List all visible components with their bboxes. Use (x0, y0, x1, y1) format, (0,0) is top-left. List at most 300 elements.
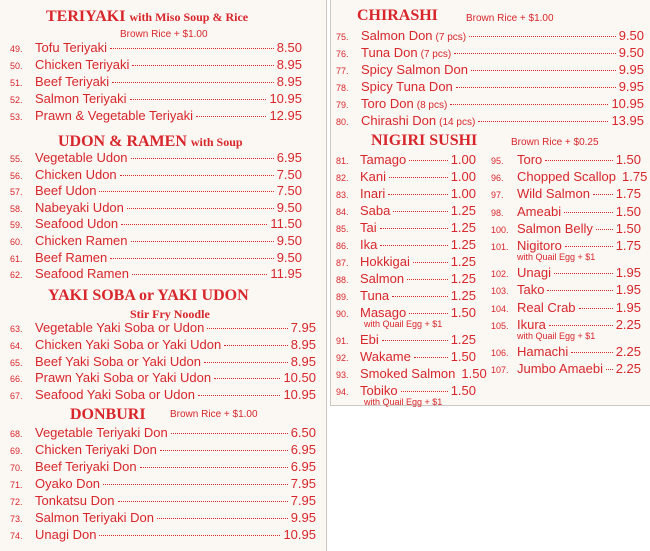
item-price: 1.50 (450, 305, 476, 320)
item-number: 65. (10, 357, 23, 368)
leader-dots (120, 175, 274, 176)
item-name: Vegetable Yaki Soba or Udon (35, 320, 205, 335)
menu-item-row (336, 349, 476, 366)
menu-item-row (10, 74, 302, 91)
item-price: 1.95 (615, 299, 641, 315)
leader-dots (469, 36, 616, 37)
leader-dots (132, 65, 273, 66)
item-name: Smoked Salmon (360, 366, 456, 381)
leader-dots (409, 160, 447, 161)
item-name: Chicken Yaki Soba or Yaki Udon (35, 336, 222, 352)
item-price: 10.95 (283, 527, 316, 542)
item-price: 10.50 (283, 370, 316, 386)
item-number: 71. (10, 480, 23, 490)
item-price: 10.95 (269, 91, 302, 106)
menu-item-row (336, 220, 476, 237)
leader-dots (393, 211, 447, 212)
item-number: 96. (491, 173, 504, 184)
item-name: Wakame (360, 349, 411, 364)
item-number: 78. (336, 83, 349, 93)
item-price: 9.95 (618, 79, 644, 94)
item-name: Salmon Teriyaki Don (35, 510, 154, 525)
menu-item-row (491, 169, 648, 186)
leader-dots (579, 308, 613, 309)
menu-item-row (10, 370, 316, 387)
item-number: 79. (336, 100, 349, 110)
item-number: 57. (10, 187, 23, 198)
leader-dots (382, 340, 448, 341)
right-menu-panel (330, 0, 650, 406)
item-name: Unagi (517, 265, 551, 281)
leader-dots (401, 391, 448, 392)
item-price: 13.95 (611, 113, 644, 128)
leader-dots (413, 262, 448, 263)
menu-item-row (336, 203, 476, 220)
item-price: 1.75 (615, 238, 641, 253)
leader-dots (103, 484, 288, 485)
item-price: 9.50 (276, 249, 302, 265)
menu-item-row (491, 282, 641, 299)
item-name: Ika (360, 237, 378, 252)
menu-item-row (10, 337, 316, 354)
item-name: Chicken Teriyaki (35, 57, 130, 72)
item-price: 12.95 (269, 108, 302, 123)
menu-item-row (10, 40, 302, 57)
item-name: Spicy Salmon Don (361, 62, 468, 77)
item-price: 8.50 (276, 40, 302, 55)
item-number: 93. (336, 370, 349, 380)
leader-dots (450, 104, 608, 105)
item-name: Ebi (360, 332, 379, 347)
menu-item-row (491, 265, 641, 282)
menu-item-row (336, 332, 476, 349)
item-name: Seafood Yaki Soba or Udon (35, 387, 195, 403)
menu-item-row (10, 266, 302, 283)
udon-subtitle: with Soup (190, 135, 243, 149)
item-name: Real Crab (517, 299, 576, 315)
menu-item-row (10, 387, 316, 404)
item-number: 88. (336, 275, 349, 285)
leader-dots (99, 535, 280, 536)
menu-item-row (10, 442, 316, 459)
nigiri-note: Brown Rice + $0.25 (511, 137, 599, 148)
leader-dots (549, 325, 613, 326)
item-price: 11.95 (270, 266, 302, 282)
yakisoba-heading (48, 287, 249, 305)
item-price: 9.50 (276, 233, 302, 248)
leader-dots (456, 87, 616, 88)
menu-item-row (336, 62, 644, 79)
item-name: Vegetable Teriyaki Don (35, 425, 168, 440)
leader-dots (132, 274, 267, 275)
menu-item-row (491, 300, 641, 317)
item-price: 1.95 (615, 265, 641, 281)
item-number: 87. (336, 258, 349, 268)
leader-dots (571, 352, 612, 353)
menu-item-row (10, 200, 302, 217)
menu-item-row (336, 271, 476, 288)
item-number: 91. (336, 336, 349, 346)
item-name: Jumbo Amaebi (517, 361, 603, 377)
item-number: 90. (336, 309, 349, 319)
udon-title: UDON & RAMEN (58, 133, 187, 150)
quail-egg-note: with Quail Egg + $1 (517, 331, 596, 341)
item-number: 56. (10, 170, 23, 181)
leader-dots (99, 191, 273, 192)
chirashi-title: CHIRASHI (357, 7, 438, 24)
menu-item-row (336, 288, 476, 305)
item-number: 86. (336, 241, 349, 251)
leader-dots (565, 246, 613, 247)
item-name: Salmon (360, 271, 405, 286)
leader-dots (110, 48, 274, 49)
item-price: 1.95 (615, 282, 641, 298)
item-number: 82. (336, 173, 349, 183)
item-price: 7.95 (290, 493, 316, 508)
item-number: 66. (10, 374, 23, 385)
item-number: 104. (491, 303, 509, 314)
leader-dots (224, 345, 287, 346)
menu-item-row (336, 254, 476, 271)
leader-dots (214, 378, 280, 379)
menu-item-row (336, 366, 487, 383)
item-price: 10.95 (283, 387, 316, 403)
item-name: Salmon Teriyaki (35, 91, 127, 106)
leader-dots (171, 433, 288, 434)
menu-item-row (336, 186, 476, 203)
leader-dots (606, 369, 613, 370)
item-price: 1.50 (615, 220, 641, 236)
item-number: 84. (336, 207, 349, 217)
menu-item-row (10, 167, 302, 184)
menu-item-row (491, 344, 641, 361)
item-name: Beef Teriyaki (35, 74, 110, 89)
menu-item-row (336, 96, 644, 114)
menu-item-row (491, 186, 641, 203)
leader-dots (547, 290, 612, 291)
leader-dots (196, 116, 266, 117)
item-number: 105. (491, 320, 509, 331)
nigiri-title: NIGIRI SUSHI (371, 132, 478, 149)
yakisoba-title: YAKI SOBA or YAKI UDON (48, 287, 249, 304)
item-number: 49. (10, 44, 23, 54)
leader-dots (112, 82, 274, 83)
leader-dots (414, 357, 448, 358)
item-name: Unagi Don (35, 527, 97, 542)
menu-item-row (10, 510, 316, 527)
item-number: 89. (336, 292, 349, 302)
item-name: Kani (360, 169, 387, 184)
item-name: Masago (360, 305, 407, 320)
leader-dots (388, 194, 447, 195)
item-price: 1.00 (450, 186, 476, 201)
menu-item-row (10, 493, 316, 510)
chirashi-heading (357, 7, 438, 25)
item-price: 8.95 (290, 353, 316, 369)
quail-egg-note: with Quail Egg + $1 (364, 397, 443, 407)
item-number: 55. (10, 154, 23, 164)
item-number: 60. (10, 237, 23, 247)
menu-item-row (10, 320, 316, 337)
item-name: Beef Yaki Soba or Yaki Udon (35, 353, 201, 369)
leader-dots (596, 229, 613, 230)
leader-dots (471, 70, 616, 71)
item-name: Tobiko (360, 383, 398, 398)
item-price: 7.95 (290, 476, 316, 491)
teriyaki-note: Brown Rice + $1.00 (120, 29, 208, 40)
leader-dots (131, 241, 274, 242)
menu-item-row (491, 361, 641, 378)
leader-dots (140, 467, 288, 468)
menu-item-row (10, 476, 316, 493)
donburi-title: DONBURI (70, 406, 146, 423)
item-number: 92. (336, 353, 349, 363)
item-name: Tonkatsu Don (35, 493, 115, 508)
item-number: 103. (491, 286, 509, 297)
item-price: 7.50 (276, 183, 302, 199)
item-price: 6.95 (290, 442, 316, 457)
item-price: 6.95 (276, 150, 302, 165)
item-name: Seafood Udon (35, 216, 119, 232)
leader-dots (204, 362, 288, 363)
leader-dots (564, 212, 613, 213)
teriyaki-title: TERIYAKI (46, 8, 126, 25)
item-price: 1.00 (450, 169, 476, 184)
item-number: 74. (10, 531, 23, 541)
menu-item-row (336, 237, 476, 254)
item-quantity: (7 pcs) (435, 32, 467, 43)
item-price: 2.25 (615, 361, 641, 377)
item-quantity: (7 pcs) (420, 49, 452, 60)
item-name: Nigitoro (517, 238, 562, 253)
menu-item-row (10, 57, 302, 74)
item-number: 72. (10, 497, 23, 507)
item-number: 53. (10, 112, 23, 122)
item-name: Tuna Don (361, 45, 418, 60)
item-name: Nabeyaki Udon (35, 199, 124, 215)
menu-item-row (10, 425, 316, 442)
item-name: Wild Salmon (517, 186, 590, 202)
menu-item-row (336, 79, 644, 96)
menu-item-row (10, 183, 302, 200)
item-price: 6.95 (290, 459, 316, 474)
item-price: 1.75 (615, 186, 641, 202)
item-price: 1.25 (450, 271, 476, 286)
item-name: Chicken Ramen (35, 233, 128, 248)
menu-item-row (336, 169, 476, 186)
yakisoba-subtitle: Stir Fry Noodle (130, 307, 210, 321)
teriyaki-heading (46, 8, 248, 26)
item-price: 8.95 (290, 336, 316, 352)
item-number: 61. (10, 253, 23, 264)
item-name: Beef Ramen (35, 249, 108, 265)
item-price: 9.50 (276, 199, 302, 215)
leader-dots (554, 273, 613, 274)
leader-dots (130, 99, 267, 100)
item-name: Tai (360, 220, 377, 235)
item-price: 7.95 (290, 320, 316, 335)
menu-item-row (491, 204, 641, 221)
item-name: Tako (517, 282, 545, 298)
item-number: 67. (10, 391, 23, 402)
leader-dots (454, 53, 616, 54)
item-price: 7.50 (276, 166, 302, 182)
menu-item-row (336, 45, 644, 63)
leader-dots (157, 518, 288, 519)
leader-dots (160, 450, 288, 451)
menu-item-row (10, 150, 302, 167)
item-number: 107. (491, 365, 509, 376)
leader-dots (207, 328, 287, 329)
teriyaki-subtitle: with Miso Soup & Rice (129, 10, 249, 24)
item-number: 62. (10, 270, 23, 281)
item-price: 9.50 (618, 28, 644, 43)
menu-item-row (10, 233, 302, 250)
item-price: 1.75 (622, 169, 648, 185)
item-number: 81. (336, 156, 349, 166)
item-name: Saba (360, 203, 391, 218)
item-name: Vegetable Udon (35, 150, 128, 165)
donburi-heading (70, 406, 146, 424)
item-name: Chopped Scallop (517, 169, 617, 185)
item-name: Chirashi Don (361, 113, 437, 128)
item-number: 51. (10, 78, 23, 88)
menu-item-row (491, 221, 641, 238)
item-number: 69. (10, 446, 23, 456)
item-number: 64. (10, 340, 23, 351)
item-name: Prawn & Vegetable Teriyaki (35, 108, 194, 123)
item-name: Chicken Udon (35, 166, 117, 182)
menu-item-row (10, 108, 302, 125)
item-name: Beef Udon (35, 183, 97, 199)
leader-dots (392, 296, 448, 297)
item-price: 1.50 (450, 349, 476, 364)
leader-dots (478, 121, 608, 122)
item-number: 97. (491, 190, 504, 201)
item-price: 1.25 (450, 237, 476, 252)
item-number: 76. (336, 49, 349, 59)
item-price: 9.95 (290, 510, 316, 525)
item-number: 68. (10, 429, 23, 439)
item-number: 106. (491, 348, 509, 358)
menu-item-row (336, 28, 644, 46)
leader-dots (131, 158, 274, 159)
menu-item-row (10, 216, 302, 233)
item-name: Hamachi (517, 344, 569, 359)
quail-egg-note: with Quail Egg + $1 (517, 252, 596, 263)
item-price: 2.25 (615, 344, 641, 359)
item-name: Inari (360, 186, 386, 201)
item-number: 100. (491, 224, 509, 235)
leader-dots (380, 245, 447, 246)
leader-dots (127, 208, 274, 209)
item-number: 50. (10, 61, 23, 71)
item-price: 1.50 (615, 203, 641, 219)
item-name: Oyako Don (35, 476, 101, 491)
item-name: Ikura (517, 316, 546, 332)
item-quantity: (8 pcs) (416, 100, 448, 111)
item-number: 58. (10, 203, 23, 214)
item-price: 1.25 (450, 220, 476, 235)
item-number: 80. (336, 117, 349, 127)
item-name: Seafood Ramen (35, 266, 129, 282)
item-number: 75. (336, 32, 349, 42)
leader-dots (110, 258, 273, 259)
menu-item-row (10, 250, 302, 267)
menu-item-row (10, 91, 302, 108)
chirashi-note: Brown Rice + $1.00 (466, 13, 554, 24)
item-price: 10.95 (611, 96, 644, 111)
item-name: Chicken Teriyaki Don (35, 442, 157, 457)
item-number: 70. (10, 463, 23, 473)
item-name: Hokkigai (360, 254, 410, 269)
donburi-note: Brown Rice + $1.00 (170, 409, 258, 420)
item-name: Salmon Belly (517, 220, 593, 236)
quail-egg-note: with Quail Egg + $1 (364, 319, 443, 329)
menu-item-row (491, 152, 641, 169)
item-price: 1.00 (450, 152, 476, 167)
menu-item-row (336, 152, 476, 169)
item-number: 101. (491, 242, 509, 252)
item-number: 102. (491, 269, 509, 280)
leader-dots (389, 177, 448, 178)
leader-dots (380, 228, 448, 229)
item-price: 1.25 (450, 332, 476, 347)
item-price: 1.50 (615, 152, 641, 167)
menu-item-row (10, 459, 316, 476)
leader-dots (118, 501, 288, 502)
item-price: 1.25 (450, 254, 476, 269)
item-price: 1.25 (450, 203, 476, 218)
item-number: 52. (10, 95, 23, 105)
item-price: 1.50 (450, 383, 476, 398)
item-price: 8.95 (276, 74, 302, 89)
menu-item-row (10, 354, 316, 371)
leader-dots (198, 395, 280, 396)
item-price: 1.25 (450, 288, 476, 303)
leader-dots (593, 194, 613, 195)
leader-dots (409, 313, 447, 314)
item-name: Tofu Teriyaki (35, 40, 108, 55)
item-name: Salmon Don (361, 28, 433, 43)
item-name: Tamago (360, 152, 407, 167)
item-name: Tuna (360, 288, 390, 303)
item-number: 94. (336, 387, 349, 397)
item-name: Ameabi (517, 203, 562, 219)
menu-item-row (336, 113, 644, 131)
item-price: 2.25 (615, 316, 641, 332)
nigiri-heading (371, 132, 477, 150)
item-quantity: (14 pcs) (439, 117, 476, 128)
item-number: 59. (10, 220, 23, 231)
item-price: 8.95 (276, 57, 302, 72)
item-number: 73. (10, 514, 23, 524)
item-price: 11.50 (270, 216, 302, 232)
item-name: Toro Don (361, 96, 414, 111)
item-price: 6.50 (290, 425, 316, 440)
item-number: 98. (491, 207, 504, 218)
item-number: 63. (10, 324, 23, 334)
item-price: 9.95 (618, 62, 644, 77)
leader-dots (121, 224, 267, 225)
item-name: Beef Teriyaki Don (35, 459, 137, 474)
udon-heading (58, 133, 243, 151)
menu-item-row (10, 527, 316, 544)
item-number: 83. (336, 190, 349, 200)
item-name: Toro (517, 152, 543, 167)
item-number: 77. (336, 66, 349, 76)
item-number: 95. (491, 156, 504, 166)
